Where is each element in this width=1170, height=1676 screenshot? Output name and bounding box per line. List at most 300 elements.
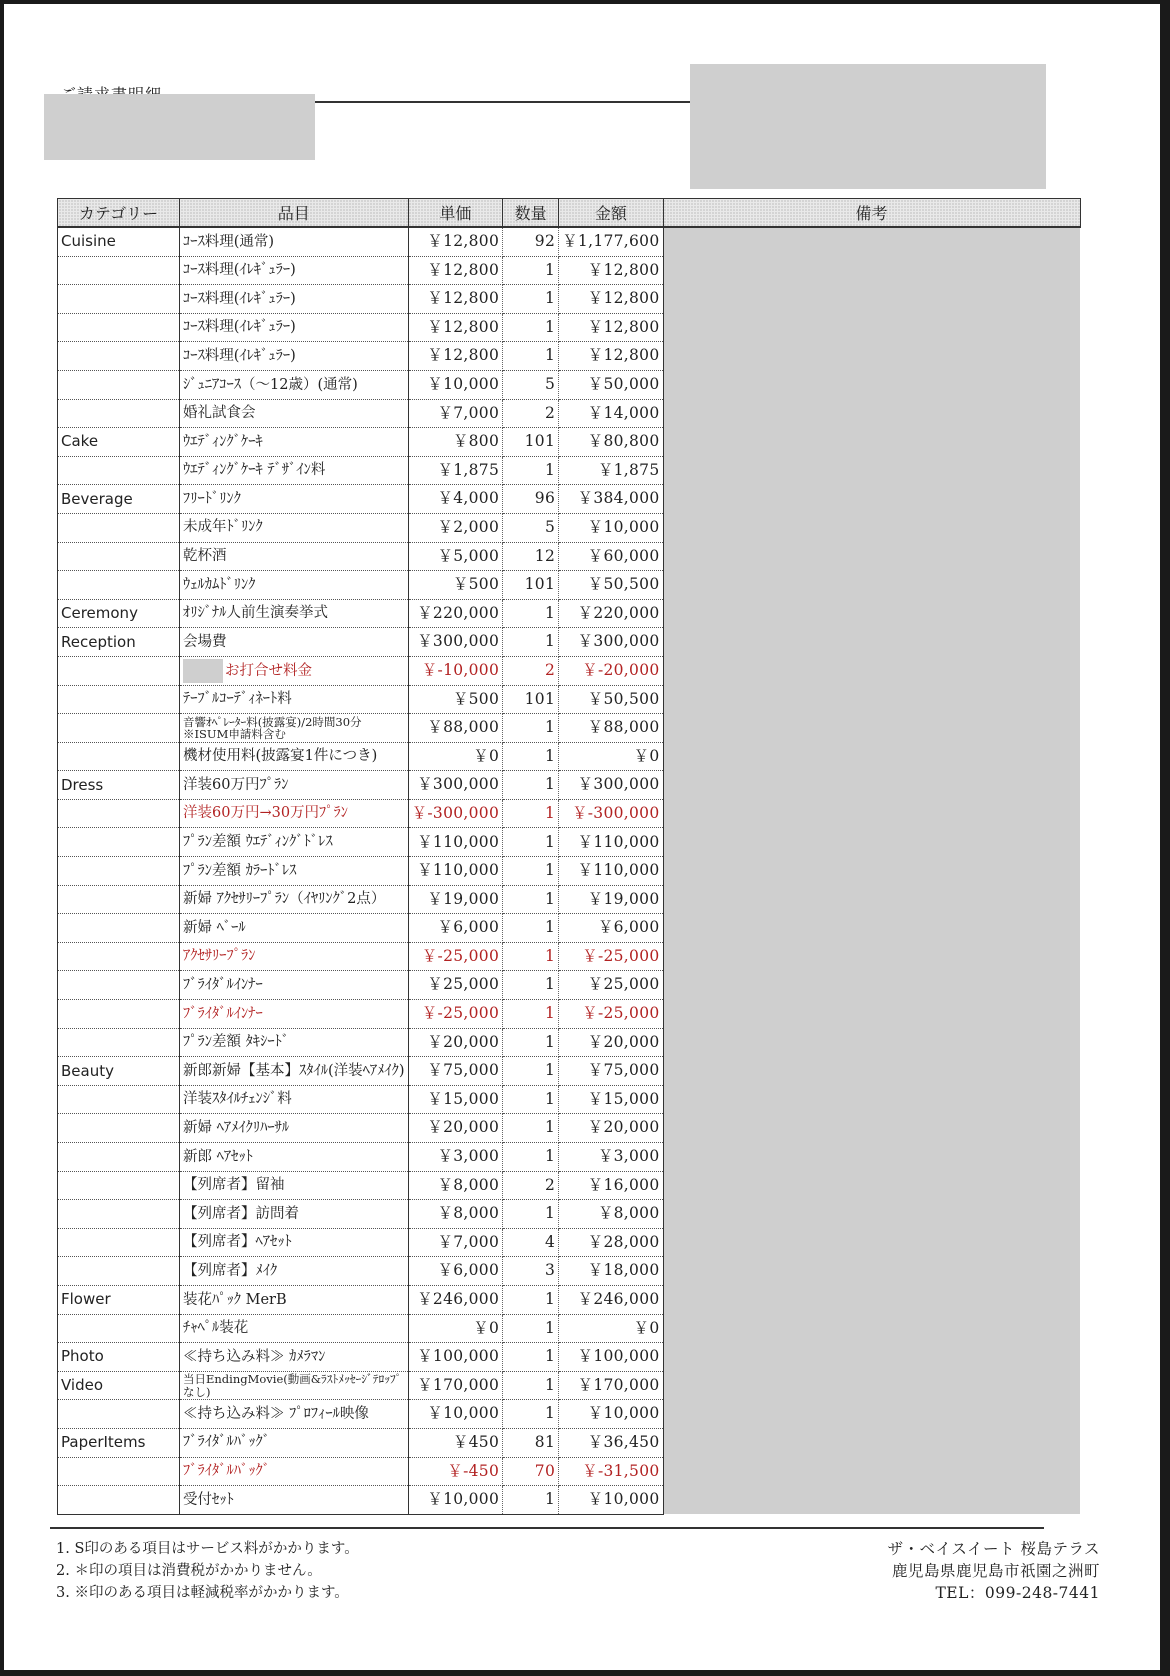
category-cell bbox=[58, 285, 180, 314]
unit-price-text: ￥6,000 bbox=[437, 918, 500, 937]
quantity-cell bbox=[503, 227, 559, 256]
company-name: ザ・ベイスイート 桜島テラス bbox=[887, 1540, 1100, 1558]
quantity-text: 1 bbox=[544, 1490, 556, 1509]
category-text: Dress bbox=[61, 775, 104, 794]
quantity-text: 1 bbox=[544, 918, 556, 937]
unit-price-text: ￥3,000 bbox=[437, 1147, 500, 1166]
item-text: 新婦 ﾍﾞｰﾙ bbox=[183, 919, 246, 936]
quantity-text: 81 bbox=[534, 1432, 556, 1451]
item-text: 受付ｾｯﾄ bbox=[183, 1491, 234, 1508]
amount-text: ￥20,000 bbox=[587, 1032, 660, 1051]
amount-text: ￥60,000 bbox=[587, 546, 660, 565]
unit-price-cell bbox=[408, 771, 503, 800]
category-text: Photo bbox=[61, 1347, 104, 1366]
unit-price-text: ￥25,000 bbox=[427, 975, 500, 994]
item-cell bbox=[180, 1371, 409, 1400]
amount-cell bbox=[559, 1000, 663, 1029]
amount-cell bbox=[559, 1028, 663, 1057]
amount-cell bbox=[559, 456, 663, 485]
item-text: 洋装ｽﾀｲﾙﾁｪﾝｼﾞ料 bbox=[183, 1091, 292, 1108]
amount-cell bbox=[559, 1085, 663, 1114]
redacted-header-block bbox=[690, 64, 1046, 189]
unit-price-cell bbox=[408, 799, 503, 828]
quantity-text: 1 bbox=[544, 260, 556, 279]
company-tel: TEL：099-248-7441 bbox=[935, 1584, 1100, 1602]
footnote: 1. S印のある項目はサービス料がかかります。 bbox=[56, 1541, 359, 1557]
quantity-text: 70 bbox=[534, 1461, 556, 1480]
unit-price-cell bbox=[408, 971, 503, 1000]
item-text: ｺｰｽ料理(ｲﾚｷﾞｭﾗｰ) bbox=[183, 290, 296, 307]
amount-text: ￥25,000 bbox=[587, 975, 660, 994]
header-remarks: 備考 bbox=[663, 199, 1080, 228]
category-cell bbox=[58, 1171, 180, 1200]
quantity-text: 1 bbox=[544, 1118, 556, 1137]
amount-text: ￥8,000 bbox=[597, 1204, 660, 1223]
unit-price-text: ￥4,000 bbox=[437, 489, 500, 508]
quantity-cell bbox=[503, 1114, 559, 1143]
item-text: ｼﾞｭﾆｱｺｰｽ（～12歳）(通常) bbox=[183, 376, 358, 393]
unit-price-text: ￥5,000 bbox=[437, 546, 500, 565]
amount-text: ￥80,800 bbox=[587, 432, 660, 451]
item-text: ｺｰｽ料理(ｲﾚｷﾞｭﾗｰ) bbox=[183, 262, 296, 279]
unit-price-cell bbox=[408, 571, 503, 600]
item-text: 新郎新婦【基本】ｽﾀｲﾙ(洋装ﾍｱﾒｲｸ) bbox=[183, 1062, 405, 1079]
quantity-text: 1 bbox=[544, 632, 556, 651]
quantity-text: 92 bbox=[534, 232, 556, 251]
item-text: 【列席者】ﾍｱｾｯﾄ bbox=[183, 1234, 292, 1251]
quantity-text: 1 bbox=[544, 775, 556, 794]
item-cell bbox=[180, 1000, 409, 1029]
quantity-cell bbox=[503, 1057, 559, 1086]
quantity-cell bbox=[503, 828, 559, 857]
unit-price-cell bbox=[408, 1057, 503, 1086]
amount-cell bbox=[559, 1228, 663, 1257]
amount-cell bbox=[559, 799, 663, 828]
unit-price-cell bbox=[408, 656, 503, 685]
amount-cell bbox=[559, 828, 663, 857]
unit-price-text: ￥246,000 bbox=[417, 1290, 500, 1309]
amount-cell bbox=[559, 571, 663, 600]
item-cell bbox=[180, 771, 409, 800]
quantity-cell bbox=[503, 571, 559, 600]
quantity-text: 5 bbox=[544, 375, 556, 394]
item-text: ﾌﾘｰﾄﾞﾘﾝｸ bbox=[183, 490, 241, 507]
unit-price-cell bbox=[408, 885, 503, 914]
unit-price-text: ￥2,000 bbox=[437, 517, 500, 536]
quantity-cell bbox=[503, 370, 559, 399]
unit-price-cell bbox=[408, 542, 503, 571]
item-cell bbox=[180, 714, 409, 743]
amount-text: ￥14,000 bbox=[587, 403, 660, 422]
unit-price-cell bbox=[408, 1143, 503, 1172]
category-cell bbox=[58, 456, 180, 485]
quantity-cell bbox=[503, 1285, 559, 1314]
amount-cell bbox=[559, 227, 663, 256]
category-cell bbox=[58, 542, 180, 571]
item-text: ｳｴﾃﾞｨﾝｸﾞｹｰｷ bbox=[183, 433, 263, 450]
redacted-remarks-column bbox=[663, 227, 1080, 1514]
item-cell bbox=[180, 571, 409, 600]
item-cell bbox=[180, 742, 409, 771]
item-text: ﾌﾞﾗｲﾀﾞﾙﾊﾞｯｸﾞ bbox=[183, 1463, 270, 1480]
amount-cell bbox=[559, 599, 663, 628]
quantity-cell bbox=[503, 542, 559, 571]
unit-price-cell bbox=[408, 428, 503, 457]
unit-price-text: ￥1,875 bbox=[437, 460, 500, 479]
amount-text: ￥16,000 bbox=[587, 1175, 660, 1194]
quantity-text: 1 bbox=[544, 289, 556, 308]
unit-price-text: ￥12,800 bbox=[427, 260, 500, 279]
category-cell bbox=[58, 1343, 180, 1372]
amount-cell bbox=[559, 513, 663, 542]
amount-cell bbox=[559, 1400, 663, 1429]
category-cell bbox=[58, 571, 180, 600]
item-cell bbox=[180, 1114, 409, 1143]
unit-price-cell bbox=[408, 1486, 503, 1515]
unit-price-text: ￥500 bbox=[452, 575, 500, 594]
amount-cell bbox=[559, 485, 663, 514]
item-cell bbox=[180, 857, 409, 886]
quantity-text: 101 bbox=[524, 689, 556, 708]
unit-price-text: ￥110,000 bbox=[417, 861, 500, 880]
item-text: 【列席者】留袖 bbox=[183, 1177, 285, 1194]
quantity-text: 101 bbox=[524, 432, 556, 451]
amount-text: ￥110,000 bbox=[577, 832, 660, 851]
unit-price-text: ￥19,000 bbox=[427, 889, 500, 908]
item-text: ≪持ち込み料≫ ｶﾒﾗﾏﾝ bbox=[183, 1348, 326, 1365]
quantity-cell bbox=[503, 1457, 559, 1486]
amount-cell bbox=[559, 1486, 663, 1515]
unit-price-cell bbox=[408, 342, 503, 371]
item-cell bbox=[180, 656, 409, 685]
amount-cell bbox=[559, 1171, 663, 1200]
unit-price-text: ￥0 bbox=[473, 1318, 500, 1337]
item-cell bbox=[180, 1457, 409, 1486]
quantity-text: 3 bbox=[544, 1261, 556, 1280]
quantity-text: 1 bbox=[544, 460, 556, 479]
amount-text: ￥12,800 bbox=[587, 317, 660, 336]
unit-price-text: ￥12,800 bbox=[427, 289, 500, 308]
unit-price-cell bbox=[408, 285, 503, 314]
quantity-cell bbox=[503, 656, 559, 685]
amount-cell bbox=[559, 942, 663, 971]
unit-price-cell bbox=[408, 1085, 503, 1114]
amount-text: ￥6,000 bbox=[597, 918, 660, 937]
header-rule bbox=[315, 101, 695, 103]
quantity-text: 2 bbox=[544, 660, 556, 679]
unit-price-cell bbox=[408, 513, 503, 542]
item-text: ｺｰｽ料理(通常) bbox=[183, 233, 275, 250]
item-text: 機材使用料(披露宴1件につき) bbox=[183, 748, 378, 765]
amount-text: ￥12,800 bbox=[587, 346, 660, 365]
amount-text: ￥300,000 bbox=[577, 632, 660, 651]
amount-text: ￥12,800 bbox=[587, 289, 660, 308]
amount-text: ￥12,800 bbox=[587, 260, 660, 279]
amount-text: ￥0 bbox=[633, 746, 660, 765]
unit-price-cell bbox=[408, 857, 503, 886]
redacted-text-block bbox=[183, 659, 223, 683]
amount-text: ￥10,000 bbox=[587, 517, 660, 536]
category-cell bbox=[58, 771, 180, 800]
category-cell bbox=[58, 513, 180, 542]
amount-cell bbox=[559, 313, 663, 342]
item-cell bbox=[180, 914, 409, 943]
unit-price-cell bbox=[408, 399, 503, 428]
unit-price-text: ￥75,000 bbox=[427, 1061, 500, 1080]
category-cell bbox=[58, 599, 180, 628]
item-cell bbox=[180, 256, 409, 285]
unit-price-text: ￥88,000 bbox=[427, 718, 500, 737]
amount-text: ￥170,000 bbox=[577, 1375, 660, 1394]
amount-text: ￥50,500 bbox=[587, 689, 660, 708]
item-text: ﾃｰﾌﾞﾙｺｰﾃﾞｨﾈｰﾄ料 bbox=[183, 691, 292, 708]
category-text: Reception bbox=[61, 632, 136, 651]
unit-price-text: ￥6,000 bbox=[437, 1261, 500, 1280]
unit-price-text: ￥-450 bbox=[447, 1461, 500, 1480]
table-row bbox=[58, 227, 1081, 256]
unit-price-text: ￥7,000 bbox=[437, 403, 500, 422]
unit-price-cell bbox=[408, 1000, 503, 1029]
unit-price-text: ￥500 bbox=[452, 689, 500, 708]
item-text: 洋装60万円ﾌﾟﾗﾝ bbox=[183, 776, 289, 793]
amount-cell bbox=[559, 885, 663, 914]
amount-text: ￥0 bbox=[633, 1318, 660, 1337]
item-text: 当日EndingMovie(動画&ﾗｽﾄﾒｯｾｰｼﾞﾃﾛｯﾌﾟなし) bbox=[183, 1372, 402, 1399]
item-text: 会場費 bbox=[183, 633, 227, 650]
unit-price-cell bbox=[408, 456, 503, 485]
unit-price-cell bbox=[408, 1285, 503, 1314]
category-text: Video bbox=[61, 1376, 104, 1395]
quantity-cell bbox=[503, 342, 559, 371]
item-text: ｳｪﾙｶﾑﾄﾞﾘﾝｸ bbox=[183, 576, 256, 593]
item-text: ﾌﾟﾗﾝ差額 ｶﾗｰﾄﾞﾚｽ bbox=[183, 862, 297, 879]
category-cell bbox=[58, 256, 180, 285]
category-cell bbox=[58, 1200, 180, 1229]
unit-price-text: ￥-25,000 bbox=[421, 1004, 500, 1023]
category-cell bbox=[58, 1228, 180, 1257]
unit-price-text: ￥-300,000 bbox=[411, 803, 500, 822]
unit-price-cell bbox=[408, 1457, 503, 1486]
item-text: 【列席者】ﾒｲｸ bbox=[183, 1262, 278, 1279]
unit-price-text: ￥10,000 bbox=[427, 375, 500, 394]
item-text: ﾌﾟﾗﾝ差額 ﾀｷｼｰﾄﾞ bbox=[183, 1034, 290, 1051]
quantity-text: 1 bbox=[544, 1004, 556, 1023]
unit-price-text: ￥8,000 bbox=[437, 1175, 500, 1194]
footnote: 2. ＊印の項目は消費税がかかりません。 bbox=[56, 1563, 322, 1579]
quantity-text: 1 bbox=[544, 803, 556, 822]
category-cell bbox=[58, 1371, 180, 1400]
item-cell bbox=[180, 685, 409, 714]
amount-cell bbox=[559, 1200, 663, 1229]
quantity-cell bbox=[503, 1343, 559, 1372]
category-cell bbox=[58, 1143, 180, 1172]
quantity-text: 5 bbox=[544, 517, 556, 536]
amount-text: ￥36,450 bbox=[587, 1432, 660, 1451]
item-text: 装花ﾊﾟｯｸ MerB bbox=[183, 1291, 287, 1308]
item-cell bbox=[180, 513, 409, 542]
unit-price-text: ￥20,000 bbox=[427, 1118, 500, 1137]
amount-text: ￥50,500 bbox=[587, 575, 660, 594]
category-cell bbox=[58, 428, 180, 457]
category-cell bbox=[58, 1028, 180, 1057]
unit-price-cell bbox=[408, 714, 503, 743]
item-cell bbox=[180, 1171, 409, 1200]
quantity-text: 1 bbox=[544, 946, 556, 965]
item-text: ﾌﾞﾗｲﾀﾞﾙﾊﾞｯｸﾞ bbox=[183, 1434, 270, 1451]
category-cell bbox=[58, 971, 180, 1000]
category-cell bbox=[58, 656, 180, 685]
amount-cell bbox=[559, 256, 663, 285]
amount-text: ￥88,000 bbox=[587, 718, 660, 737]
item-cell bbox=[180, 971, 409, 1000]
item-text: 未成年ﾄﾞﾘﾝｸ bbox=[183, 519, 263, 536]
amount-text: ￥110,000 bbox=[577, 861, 660, 880]
quantity-text: 1 bbox=[544, 1204, 556, 1223]
item-text: 【列席者】訪問着 bbox=[183, 1205, 299, 1222]
unit-price-cell bbox=[408, 1314, 503, 1343]
amount-cell bbox=[559, 1285, 663, 1314]
category-cell bbox=[58, 1457, 180, 1486]
amount-text: ￥-25,000 bbox=[582, 946, 660, 965]
item-text: ﾌﾞﾗｲﾀﾞﾙｲﾝﾅｰ bbox=[183, 1005, 263, 1022]
quantity-text: 1 bbox=[544, 746, 556, 765]
category-text: Ceremony bbox=[61, 604, 138, 623]
item-cell bbox=[180, 285, 409, 314]
item-text: 音響ｵﾍﾟﾚｰﾀｰ料(披露宴)/2時間30分 ※ISUM申請料含む bbox=[183, 714, 362, 741]
item-cell bbox=[180, 542, 409, 571]
category-cell bbox=[58, 370, 180, 399]
unit-price-text: ￥7,000 bbox=[437, 1232, 500, 1251]
item-text: 乾杯酒 bbox=[183, 548, 227, 565]
unit-price-cell bbox=[408, 256, 503, 285]
unit-price-cell bbox=[408, 1257, 503, 1286]
amount-text: ￥75,000 bbox=[587, 1061, 660, 1080]
item-cell bbox=[180, 1257, 409, 1286]
amount-cell bbox=[559, 285, 663, 314]
amount-cell bbox=[559, 656, 663, 685]
quantity-cell bbox=[503, 799, 559, 828]
quantity-cell bbox=[503, 1371, 559, 1400]
unit-price-text: ￥220,000 bbox=[417, 603, 500, 622]
amount-cell bbox=[559, 1257, 663, 1286]
category-cell bbox=[58, 1285, 180, 1314]
unit-price-cell bbox=[408, 227, 503, 256]
category-cell bbox=[58, 714, 180, 743]
quantity-text: 96 bbox=[534, 489, 556, 508]
item-cell bbox=[180, 1400, 409, 1429]
quantity-cell bbox=[503, 857, 559, 886]
quantity-cell bbox=[503, 685, 559, 714]
quantity-cell bbox=[503, 1428, 559, 1457]
amount-cell bbox=[559, 1314, 663, 1343]
category-cell bbox=[58, 628, 180, 657]
amount-cell bbox=[559, 1057, 663, 1086]
amount-text: ￥50,000 bbox=[587, 375, 660, 394]
item-cell bbox=[180, 1228, 409, 1257]
amount-cell bbox=[559, 685, 663, 714]
footnotes bbox=[56, 1538, 359, 1604]
quantity-text: 1 bbox=[544, 1375, 556, 1394]
amount-text: ￥-25,000 bbox=[582, 1004, 660, 1023]
header-category: カテゴリー bbox=[58, 199, 180, 228]
company-address: 鹿児島県鹿児島市祇園之洲町 bbox=[891, 1562, 1100, 1580]
item-text: 洋装60万円→30万円ﾌﾟﾗﾝ bbox=[183, 805, 349, 822]
quantity-cell bbox=[503, 1143, 559, 1172]
category-cell bbox=[58, 857, 180, 886]
unit-price-text: ￥170,000 bbox=[417, 1375, 500, 1394]
invoice-page bbox=[4, 4, 1160, 1670]
amount-text: ￥300,000 bbox=[577, 775, 660, 794]
quantity-cell bbox=[503, 1000, 559, 1029]
amount-cell bbox=[559, 1343, 663, 1372]
item-text: ﾌﾟﾗﾝ差額 ｳｴﾃﾞｨﾝｸﾞﾄﾞﾚｽ bbox=[183, 834, 333, 851]
item-cell bbox=[180, 313, 409, 342]
quantity-text: 1 bbox=[544, 718, 556, 737]
footnote: 3. ※印のある項目は軽減税率がかかります。 bbox=[56, 1585, 349, 1601]
item-cell bbox=[180, 1028, 409, 1057]
item-cell bbox=[180, 628, 409, 657]
amount-cell bbox=[559, 1114, 663, 1143]
item-text: 新婦 ﾍｱﾒｲｸﾘﾊｰｻﾙ bbox=[183, 1119, 290, 1136]
quantity-text: 1 bbox=[544, 975, 556, 994]
amount-cell bbox=[559, 542, 663, 571]
quantity-cell bbox=[503, 628, 559, 657]
amount-cell bbox=[559, 971, 663, 1000]
quantity-cell bbox=[503, 256, 559, 285]
amount-cell bbox=[559, 370, 663, 399]
item-text: 新郎 ﾍｱｾｯﾄ bbox=[183, 1148, 253, 1165]
category-text: Beauty bbox=[61, 1061, 114, 1080]
item-cell bbox=[180, 1343, 409, 1372]
amount-cell bbox=[559, 771, 663, 800]
item-text: ｳｴﾃﾞｨﾝｸﾞｹｰｷ ﾃﾞｻﾞｲﾝ料 bbox=[183, 462, 326, 479]
unit-price-cell bbox=[408, 485, 503, 514]
quantity-cell bbox=[503, 456, 559, 485]
category-text: Cuisine bbox=[61, 232, 116, 251]
item-cell bbox=[180, 942, 409, 971]
unit-price-text: ￥300,000 bbox=[417, 775, 500, 794]
item-text: ｵﾘｼﾞﾅﾙ人前生演奏挙式 bbox=[183, 605, 328, 622]
item-text: ｺｰｽ料理(ｲﾚｷﾞｭﾗｰ) bbox=[183, 319, 296, 336]
category-cell bbox=[58, 227, 180, 256]
quantity-text: 4 bbox=[544, 1232, 556, 1251]
quantity-cell bbox=[503, 513, 559, 542]
item-cell bbox=[180, 1314, 409, 1343]
amount-text: ￥15,000 bbox=[587, 1089, 660, 1108]
quantity-cell bbox=[503, 714, 559, 743]
unit-price-cell bbox=[408, 313, 503, 342]
category-cell bbox=[58, 828, 180, 857]
quantity-text: 1 bbox=[544, 1318, 556, 1337]
category-cell bbox=[58, 1085, 180, 1114]
unit-price-cell bbox=[408, 1428, 503, 1457]
category-text: Cake bbox=[61, 432, 99, 451]
quantity-text: 1 bbox=[544, 317, 556, 336]
amount-text: ￥10,000 bbox=[587, 1490, 660, 1509]
unit-price-text: ￥-25,000 bbox=[421, 946, 500, 965]
unit-price-cell bbox=[408, 370, 503, 399]
quantity-cell bbox=[503, 771, 559, 800]
amount-text: ￥384,000 bbox=[577, 489, 660, 508]
item-text: お打合せ料金 bbox=[225, 662, 312, 679]
amount-text: ￥20,000 bbox=[587, 1118, 660, 1137]
category-cell bbox=[58, 885, 180, 914]
category-cell bbox=[58, 742, 180, 771]
quantity-cell bbox=[503, 485, 559, 514]
item-text: 婚礼試食会 bbox=[183, 405, 256, 422]
unit-price-cell bbox=[408, 742, 503, 771]
item-cell bbox=[180, 599, 409, 628]
